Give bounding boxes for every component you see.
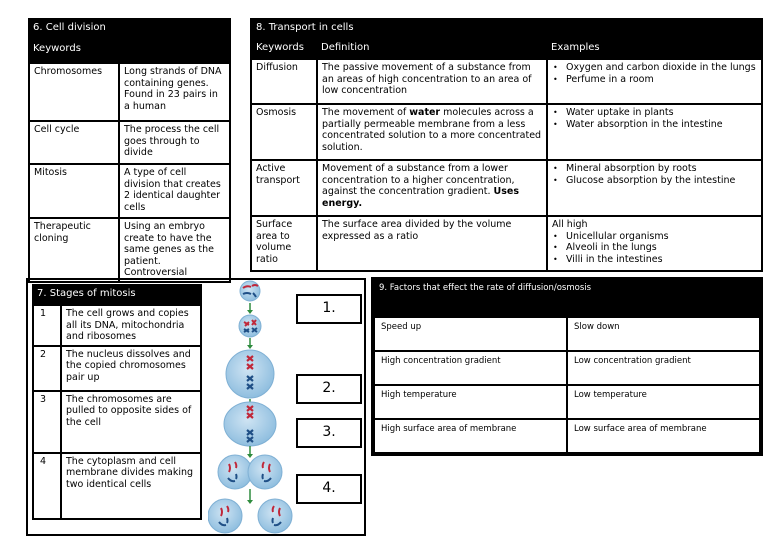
slow-down-cell: Low temperature: [567, 385, 760, 419]
transport-section: [250, 18, 763, 272]
mitosis-stages-panel: [32, 284, 202, 520]
examples-cell: [547, 104, 762, 160]
keyword-cell: Active transport: [251, 160, 317, 216]
stage-description: The cytoplasm and cell membrane divides making two identical cells: [61, 453, 201, 519]
table-row: [33, 346, 201, 391]
definition-emphasis: Uses energy.: [322, 186, 519, 209]
table-row: [33, 391, 201, 453]
header-row: [251, 39, 762, 59]
definition-cell: The surface area divided by the volume expressed as a ratio: [317, 216, 547, 271]
table-row: [251, 59, 762, 104]
definition-cell: [317, 160, 547, 216]
mitosis-stages-section: [26, 278, 366, 536]
stage-label-box-1: 1.: [296, 294, 362, 324]
table-row: [33, 305, 201, 346]
transport-title: 8. Transport in cells: [250, 18, 763, 38]
table-row: [33, 453, 201, 519]
slow-down-header: Slow down: [567, 317, 760, 351]
keyword-cell: Diffusion: [251, 59, 317, 104]
keyword-cell: Surface area to volume ratio: [251, 216, 317, 271]
example-item: • Water absorption in the intestine: [552, 119, 757, 131]
stage-description: The nucleus dissolves and the copied chromosomes pair up: [61, 346, 201, 391]
example-item: • Unicellular organisms: [552, 231, 757, 243]
example-item: • Perfume in a room: [552, 74, 757, 86]
definition-cell: Long strands of DNA containing genes. Found in 23 pairs in a human: [119, 63, 230, 121]
definition-text: The movement of: [322, 107, 410, 118]
examples-header: Examples: [547, 39, 762, 59]
keyword-cell: Cell cycle: [29, 121, 119, 164]
table-row: [29, 121, 230, 164]
speed-up-cell: High temperature: [374, 385, 567, 419]
table-row: [251, 104, 762, 160]
cell-division-section: [28, 18, 231, 283]
keyword-cell: Mitosis: [29, 164, 119, 218]
examples-cell: [547, 59, 762, 104]
definition-cell: A type of cell division that creates 2 identical daughter cells: [119, 164, 230, 218]
definition-cell: The passive movement of a substance from an areas of high concentration to an area of low concentration: [317, 59, 547, 104]
keywords-header: Keywords: [28, 38, 231, 62]
slow-down-cell: Low concentration gradient: [567, 351, 760, 385]
stage-number: 1: [33, 305, 61, 346]
definition-cell: [317, 104, 547, 160]
speed-up-header: Speed up: [374, 317, 567, 351]
speed-up-cell: High surface area of membrane: [374, 419, 567, 453]
keyword-cell: Therapeutic cloning: [29, 218, 119, 282]
examples-intro: All high: [552, 219, 588, 230]
keywords-header: Keywords: [251, 39, 317, 59]
example-item: • Oxygen and carbon dioxide in the lungs: [552, 62, 757, 74]
slow-down-cell: Low surface area of membrane: [567, 419, 760, 453]
definition-cell: Using an embryo create to have the same genes as the patient. Controversial: [119, 218, 230, 282]
example-item: • Water uptake in plants: [552, 107, 757, 119]
examples-cell: [547, 160, 762, 216]
keyword-cell: Chromosomes: [29, 63, 119, 121]
example-item: • Mineral absorption by roots: [552, 163, 757, 175]
example-item: • Glucose absorption by the intestine: [552, 175, 757, 187]
table-row: [251, 160, 762, 216]
mitosis-stages-title: 7. Stages of mitosis: [32, 284, 202, 304]
cell-division-title: 6. Cell division: [28, 18, 231, 38]
definition-header: Definition: [317, 39, 547, 59]
stage-number: 2: [33, 346, 61, 391]
definition-text: Movement of a substance from a lower concentration to a higher concentration, against the concentration gradient.: [322, 163, 515, 198]
examples-cell: [547, 216, 762, 271]
mitosis-stages-table: [32, 304, 202, 520]
definition-cell: The process the cell goes through to divide: [119, 121, 230, 164]
stage-description: The chromosomes are pulled to opposite sides of the cell: [61, 391, 201, 453]
table-row: [374, 385, 760, 419]
stage-label-box-4: 4.: [296, 474, 362, 504]
cell-division-table: [28, 62, 231, 283]
header-row: [374, 317, 760, 351]
speed-up-cell: High concentration gradient: [374, 351, 567, 385]
example-item: • Alveoli in the lungs: [552, 242, 757, 254]
stage-label-box-3: 3.: [296, 418, 362, 448]
table-row: [374, 351, 760, 385]
table-row: [29, 164, 230, 218]
example-item: • Villi in the intestines: [552, 254, 757, 266]
table-row: [251, 216, 762, 271]
table-row: [29, 218, 230, 282]
keyword-cell: Osmosis: [251, 104, 317, 160]
definition-text: molecules across a partially permeable membrane from a less concentrated solution to a more concentrated solution.: [322, 107, 542, 153]
table-row: [29, 63, 230, 121]
transport-table: [250, 38, 763, 272]
stage-label-box-2: 2.: [296, 374, 362, 404]
factors-table: [373, 316, 761, 454]
factors-section: [371, 277, 763, 456]
stage-description: The cell grows and copies all its DNA, mitochondria and ribosomes: [61, 305, 201, 346]
stage-number: 3: [33, 391, 61, 453]
stage-number: 4: [33, 453, 61, 519]
definition-emphasis: water: [409, 107, 441, 118]
factors-title: 9. Factors that effect the rate of diffusion/osmosis: [373, 279, 761, 316]
table-row: [374, 419, 760, 453]
mitosis-diagram: [208, 280, 308, 536]
